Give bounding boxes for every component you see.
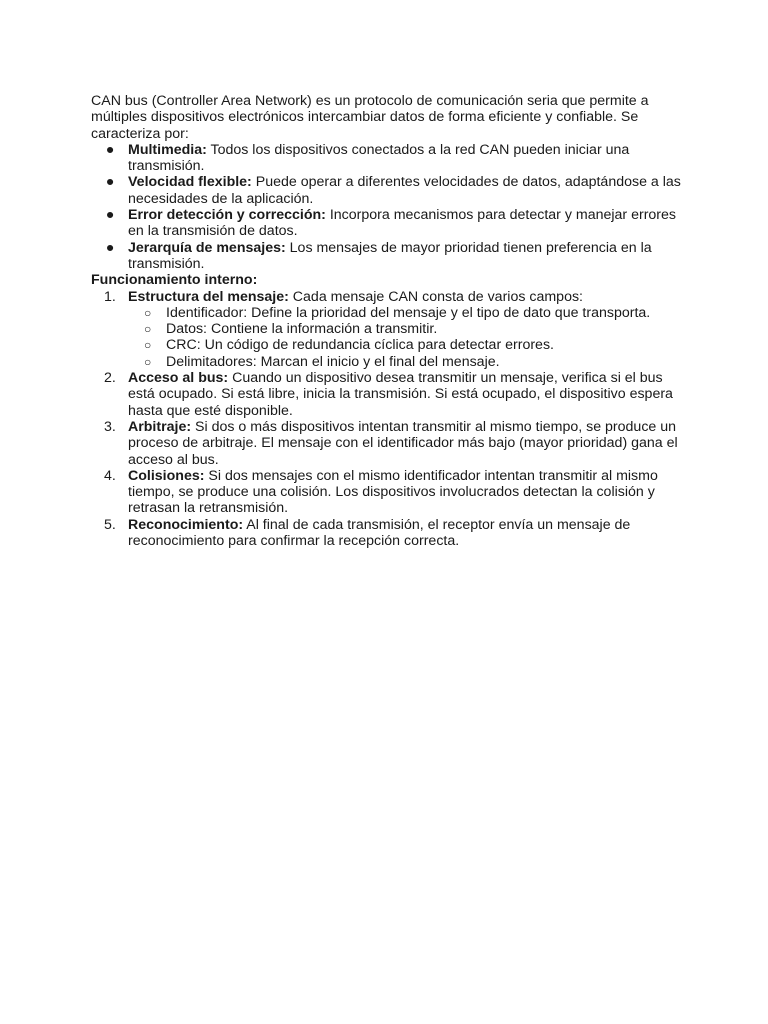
step-label: Colisiones: xyxy=(128,467,205,484)
feature-label: Multimedia: xyxy=(128,141,207,158)
field-text: Datos: Contiene la información a transmitir. xyxy=(166,321,438,338)
feature-text: Todos los dispositivos conectados a la red CAN pueden iniciar una transmisión. xyxy=(128,141,630,175)
steps-list xyxy=(91,289,681,550)
field-text: Delimitadores: Marcan el inicio y el final del mensaje. xyxy=(166,353,500,370)
feature-label: Velocidad flexible: xyxy=(128,174,252,191)
circle-bullet-icon: ○ xyxy=(144,305,152,320)
step-number: 5. xyxy=(104,516,116,533)
feature-label: Jerarquía de mensajes: xyxy=(128,239,286,256)
step-label: Acceso al bus: xyxy=(128,370,229,387)
section-heading: Funcionamiento interno: xyxy=(91,272,258,289)
feature-text: Los mensajes de mayor prioridad tienen preferencia en la transmisión. xyxy=(128,239,652,272)
step-number: 1. xyxy=(104,288,116,305)
step-item xyxy=(91,517,681,550)
field-item xyxy=(128,354,681,370)
circle-bullet-icon: ○ xyxy=(144,338,152,353)
bullet-icon: ● xyxy=(105,141,115,158)
feature-item xyxy=(91,240,681,273)
feature-label: Error detección y corrección: xyxy=(128,207,326,224)
step-label: Reconocimiento: xyxy=(128,516,244,533)
step-item xyxy=(91,289,681,370)
step-text: Si dos mensajes con el mismo identificador intentan transmitir al mismo tiempo, se produce una colisión. Los dispositivos involucrados detectan la colisión y retrasan la retransmisión. xyxy=(128,467,658,517)
step-number: 2. xyxy=(104,370,116,387)
step-item xyxy=(91,370,681,419)
message-fields-list xyxy=(128,305,681,370)
step-text: Cada mensaje CAN consta de varios campos: xyxy=(288,288,583,305)
step-item xyxy=(91,419,681,468)
field-item xyxy=(128,337,681,353)
feature-text: Puede operar a diferentes velocidades de datos, adaptándose a las necesidades de la aplicación. xyxy=(128,174,681,207)
bullet-icon: ● xyxy=(105,207,115,224)
step-number: 3. xyxy=(104,418,116,435)
field-text: CRC: Un código de redundancia cíclica para detectar errores. xyxy=(166,337,554,354)
step-text: Cuando un dispositivo desea transmitir un mensaje, verifica si el bus está ocupado. Si está libre, inicia la transmisión. Si está ocupado, el dispositivo espera hasta que esté disponible. xyxy=(128,370,673,419)
step-item xyxy=(91,468,681,517)
circle-bullet-icon: ○ xyxy=(144,354,152,369)
bullet-icon: ● xyxy=(105,239,115,256)
feature-item xyxy=(91,174,681,207)
step-label: Arbitraje: xyxy=(128,418,192,435)
document-page xyxy=(91,93,681,549)
field-text: Identificador: Define la prioridad del mensaje y el tipo de dato que transporta. xyxy=(166,304,651,321)
features-list xyxy=(91,142,681,272)
field-item xyxy=(128,321,681,337)
step-text: Si dos o más dispositivos intentan transmitir al mismo tiempo, se produce un proceso de arbitraje. El mensaje con el identificador más bajo (mayor prioridad) gana el acceso al bus. xyxy=(128,418,678,468)
feature-text: Incorpora mecanismos para detectar y manejar errores en la transmisión de datos. xyxy=(128,207,677,240)
step-text: Al final de cada transmisión, el receptor envía un mensaje de reconocimiento para confirmar la recepción correcta. xyxy=(128,516,631,550)
circle-bullet-icon: ○ xyxy=(144,322,152,337)
feature-item xyxy=(91,207,681,240)
intro-paragraph: CAN bus (Controller Area Network) es un protocolo de comunicación seria que permite a múltiples dispositivos electrónicos intercambiar datos de forma eficiente y confiable. Se caracteriza por: xyxy=(91,93,649,142)
step-label: Estructura del mensaje: xyxy=(128,288,289,305)
field-item xyxy=(128,305,681,321)
bullet-icon: ● xyxy=(105,174,115,191)
step-number: 4. xyxy=(104,467,116,484)
feature-item xyxy=(91,142,681,175)
